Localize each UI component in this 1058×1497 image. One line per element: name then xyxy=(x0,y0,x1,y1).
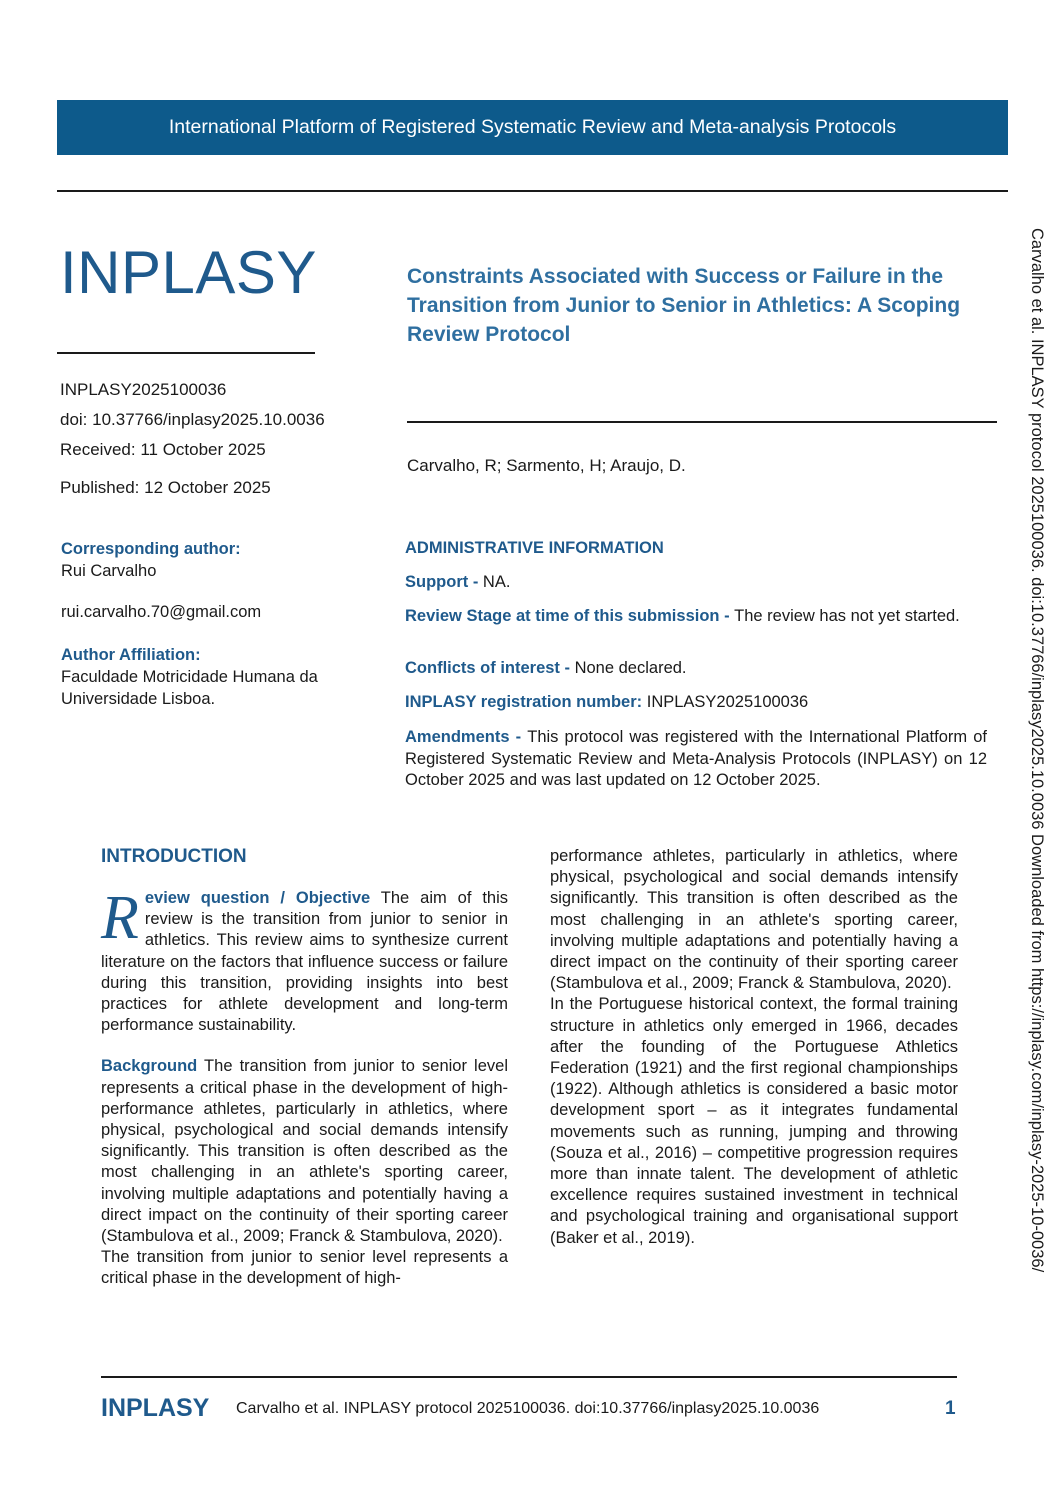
background-paragraph xyxy=(101,1056,508,1247)
review-question-label: eview question / Objective xyxy=(144,889,371,907)
review-question-text: The aim of this review is the transition from junior to senior in athletics. This review aims to synthesize current literature on the factors that influence success or failure during this transition, providing insights into best practices for athlete development and long-term performance sustainability. xyxy=(101,889,508,1035)
journal-logo: INPLASY xyxy=(60,239,317,306)
background-text: The transition from junior to senior level represents a critical phase in the development of high-performance athletes, particularly in athletics, where physical, psychological and social demands intensify significantly. This transition is often described as the most challenging in an athlete's sporting career, involving multiple adaptations and potentially having a direct impact on the continuity of their sporting career (Stambulova et al., 2009; Franck & Stambulova, 2020). xyxy=(101,1057,508,1246)
doi: doi: 10.37766/inplasy2025.10.0036 xyxy=(60,410,325,429)
article-title: Constraints Associated with Success or Failure in the Transition from Junior to Senior in Athletics: A Scoping Review Protocol xyxy=(407,265,961,346)
review-stage-label: Review Stage at time of this submission - xyxy=(405,607,735,625)
regnum-value: INPLASY2025100036 xyxy=(646,693,809,711)
footer-divider xyxy=(101,1376,957,1378)
conflicts-label: Conflicts of interest - xyxy=(405,659,575,677)
corresponding-author-name: Rui Carvalho xyxy=(61,562,157,580)
logo-underline xyxy=(57,352,315,354)
support-value: NA. xyxy=(482,573,511,591)
amendments-value: This protocol was registered with the International Platform of Registered Systematic Review and Meta-Analysis Protocols (INPLASY) on 12 October 2025 and was last updated on 12 October 2025. xyxy=(405,728,988,789)
admin-conflicts xyxy=(405,658,987,680)
admin-support xyxy=(405,572,987,594)
conflicts-value: None declared. xyxy=(574,659,687,677)
side-citation-text: Carvalho et al. INPLASY protocol 2025100036. doi:10.37766/inplasy2025.10.0036 Downloaded from https://inplasy.com/inplasy-2025-10-0036/ xyxy=(1028,228,1046,1273)
drop-cap: R xyxy=(101,884,139,952)
admin-heading: ADMINISTRATIVE INFORMATION xyxy=(405,539,664,557)
affiliation-text: Faculdade Motricidade Humana da Universidade Lisboa. xyxy=(61,668,318,708)
author-list: Carvalho, R; Sarmento, H; Araujo, D. xyxy=(407,456,686,475)
header-divider xyxy=(57,190,1008,192)
footer-logo: INPLASY xyxy=(101,1394,210,1422)
introduction-heading: INTRODUCTION xyxy=(101,846,247,867)
background-label: Background xyxy=(101,1057,198,1076)
corresponding-author xyxy=(61,538,241,582)
support-label: Support - xyxy=(405,573,483,591)
portuguese-context-paragraph: In the Portuguese historical context, the formal training structure in athletics only emerged in 1966, decades after the founding of the Portuguese Athletics Federation (1921) and the first regional championships (1922). Although athletics is considered a basic motor development sport – as it integrates fundamental movements such as running, jumping and throwing (Souza et al., 2016) – competitive progression requires more than innate talent. The development of athletic excellence requires sustained investment in technical and psychological training and organisational support (Baker et al., 2019). xyxy=(550,995,958,1247)
transition-paragraph: The transition from junior to senior level represents a critical phase in the development of high- xyxy=(101,1248,508,1288)
amendments-label: Amendments - xyxy=(405,728,528,746)
corresponding-email[interactable]: rui.carvalho.70@gmail.com xyxy=(61,603,262,621)
review-question-paragraph xyxy=(101,884,508,1036)
footer-citation: Carvalho et al. INPLASY protocol 2025100036. doi:10.37766/inplasy2025.10.0036 xyxy=(236,1400,820,1417)
received-date: Received: 11 October 2025 xyxy=(60,440,266,459)
continuation-paragraph: performance athletes, particularly in athletics, where physical, psychological and social demands intensify significantly. This transition is often described as the most challenging in an athlete's sporting career, involving multiple adaptations and potentially having a direct impact on the continuity of their sporting career (Stambulova et al., 2009; Franck & Stambulova, 2020). xyxy=(550,847,958,993)
page-number: 1 xyxy=(945,1398,956,1419)
review-stage-value: The review has not yet started. xyxy=(734,607,960,625)
admin-review-stage xyxy=(405,606,987,628)
regnum-label: INPLASY registration number: xyxy=(405,693,647,711)
registration-id: INPLASY2025100036 xyxy=(60,380,227,399)
admin-amendments xyxy=(405,727,987,792)
title-divider xyxy=(407,421,997,423)
author-affiliation xyxy=(61,644,361,710)
platform-banner: International Platform of Registered Systematic Review and Meta-analysis Protocols xyxy=(57,100,1008,155)
body-column-left xyxy=(101,884,508,1290)
corresponding-author-label: Corresponding author: xyxy=(61,540,241,558)
published-date: Published: 12 October 2025 xyxy=(60,478,271,497)
admin-registration-number xyxy=(405,692,987,714)
body-column-right xyxy=(550,846,958,1249)
side-citation xyxy=(1018,228,1050,1408)
affiliation-label: Author Affiliation: xyxy=(61,646,201,664)
